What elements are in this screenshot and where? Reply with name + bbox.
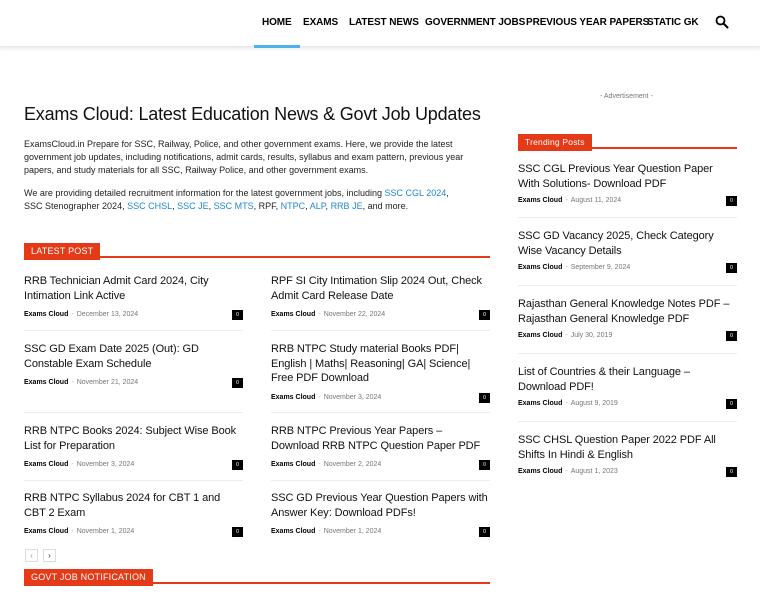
article-date: July 30, 2019: [570, 332, 613, 339]
article-title[interactable]: RRB NTPC Previous Year Papers – Download RRB NTPC Question Paper PDF: [271, 425, 481, 452]
article-meta: Exams Cloud - November 1, 2024 0: [271, 527, 490, 537]
comment-count[interactable]: 0: [479, 527, 490, 537]
trending-post[interactable]: [518, 162, 737, 206]
article-date: September 9, 2024: [570, 264, 631, 271]
article-author[interactable]: Exams Cloud: [518, 468, 563, 475]
comment-count[interactable]: 0: [726, 331, 737, 341]
article-title[interactable]: RRB Technician Admit Card 2024, City Intimation Link Active: [24, 275, 209, 302]
article-author[interactable]: Exams Cloud: [271, 461, 316, 468]
intro-text-part: ,: [172, 201, 178, 211]
latest-post-label: LATEST POST: [24, 243, 100, 260]
nav-static-gk[interactable]: STATIC GK: [647, 17, 699, 28]
trending-post[interactable]: [518, 365, 737, 409]
trending-post-title[interactable]: SSC GD Vacancy 2025, Check Category Wise Vacancy Details: [518, 230, 714, 257]
article-meta: Exams Cloud - August 11, 2024 0: [518, 196, 737, 206]
article-date: December 13, 2024: [76, 311, 139, 318]
article-date: August 11, 2024: [570, 197, 622, 204]
govt-job-header: [24, 567, 490, 584]
article-author[interactable]: Exams Cloud: [518, 332, 563, 339]
intro-paragraph: [24, 138, 474, 177]
comment-count[interactable]: 0: [726, 196, 737, 206]
article-card[interactable]: [271, 424, 490, 470]
comment-count[interactable]: 0: [726, 467, 737, 477]
divider: [271, 480, 490, 481]
comment-count[interactable]: 0: [479, 310, 490, 320]
divider: [24, 412, 243, 413]
trending-post[interactable]: [518, 297, 737, 341]
article-author[interactable]: Exams Cloud: [24, 379, 69, 386]
link-ssc-cgl[interactable]: SSC CGL 2024: [384, 188, 447, 198]
link-ssc-chsl[interactable]: SSC CHSL: [127, 201, 173, 211]
article-card[interactable]: [24, 274, 243, 320]
article-author[interactable]: Exams Cloud: [271, 393, 316, 401]
advertisement-label: - Advertisement -: [600, 93, 653, 100]
nav-previous-year-papers[interactable]: PREVIOUS YEAR PAPERS: [526, 17, 650, 28]
govt-job-label: GOVT JOB NOTIFICATION: [24, 569, 153, 586]
divider: [24, 330, 243, 331]
comment-count[interactable]: 0: [232, 460, 243, 470]
article-meta: Exams Cloud - August 9, 2019 0: [518, 399, 737, 409]
article-author[interactable]: Exams Cloud: [518, 264, 563, 271]
search-icon[interactable]: [715, 15, 729, 29]
intro-text-part: We are providing detailed recruitment information for the latest government jobs, including: [24, 188, 385, 198]
article-author[interactable]: Exams Cloud: [518, 197, 563, 204]
intro-text-part: ,: [305, 201, 310, 211]
article-meta: Exams Cloud - November 3, 2024 0: [271, 393, 490, 403]
divider: [518, 285, 737, 286]
divider: [271, 412, 490, 413]
article-meta: Exams Cloud - August 1, 2023 0: [518, 467, 737, 477]
nav-home[interactable]: HOME: [262, 0, 292, 47]
article-title[interactable]: RPF SI City Intimation Slip 2024 Out, Check Admit Card Release Date: [271, 275, 482, 302]
intro-text-part: ,: [446, 188, 449, 198]
intro-links-paragraph: [24, 187, 474, 213]
article-title[interactable]: RRB NTPC Syllabus 2024 for CBT 1 and CBT 2 Exam: [24, 492, 221, 519]
comment-count[interactable]: 0: [726, 399, 737, 409]
trending-posts-label: Trending Posts: [518, 134, 592, 151]
trending-posts-header: [518, 132, 737, 149]
trending-post[interactable]: [518, 433, 737, 477]
article-date: August 9, 2019: [570, 400, 618, 407]
article-date: November 3, 2024: [323, 393, 382, 401]
trending-post-title[interactable]: List of Countries & their Language – Download PDF!: [518, 366, 690, 393]
comment-count[interactable]: 0: [726, 263, 737, 273]
article-card[interactable]: [271, 274, 490, 320]
article-meta: Exams Cloud - November 1, 2024 0: [24, 527, 243, 537]
intro-text: ExamsCloud.in Prepare for SSC, Railway, Police, and other government exams. Here, we provide the latest government job updates, including notifications, admit cards, results, syllabus and exam pattern, previous year papers, and study materials for all SSC, Railway Police, and other government exams.: [24, 139, 464, 175]
divider: [518, 353, 737, 354]
article-card[interactable]: [24, 342, 243, 388]
article-meta: Exams Cloud - November 21, 2024 0: [24, 378, 243, 388]
trending-post-title[interactable]: SSC CGL Previous Year Question Paper With Solutions- Download PDF: [518, 163, 713, 190]
intro-text-part: ,: [325, 201, 331, 211]
comment-count[interactable]: 0: [232, 310, 243, 320]
article-date: November 1, 2024: [76, 528, 135, 535]
page-title: Exams Cloud: Latest Education News & Govt Job Updates: [24, 104, 481, 124]
site-header: [0, 0, 760, 47]
divider: [271, 330, 490, 331]
intro-text-part: , and more.: [362, 201, 409, 211]
article-title[interactable]: SSC GD Previous Year Question Papers with Answer Key: Download PDFs!: [271, 492, 488, 519]
link-ssc-je[interactable]: SSC JE: [177, 201, 209, 211]
comment-count[interactable]: 0: [232, 527, 243, 537]
article-meta: Exams Cloud - September 9, 2024 0: [518, 263, 737, 273]
article-title[interactable]: SSC GD Exam Date 2025 (Out): GD Constable Exam Schedule: [24, 343, 199, 370]
comment-count[interactable]: 0: [232, 378, 243, 388]
article-author[interactable]: Exams Cloud: [24, 461, 69, 468]
nav-government-jobs[interactable]: GOVERNMENT JOBS: [425, 17, 526, 28]
trending-post-title[interactable]: SSC CHSL Question Paper 2022 PDF All Shifts In Hindi & English: [518, 434, 716, 461]
article-author[interactable]: Exams Cloud: [24, 528, 69, 535]
divider: [518, 217, 737, 218]
article-card[interactable]: [24, 424, 243, 470]
article-author[interactable]: Exams Cloud: [24, 311, 69, 318]
latest-post-header: [24, 241, 490, 258]
article-card[interactable]: [271, 491, 490, 537]
article-author[interactable]: Exams Cloud: [271, 311, 316, 318]
article-date: November 1, 2024: [323, 528, 382, 535]
link-alp[interactable]: ALP: [309, 201, 326, 211]
nav-exams[interactable]: EXAMS: [303, 17, 339, 28]
prev-page-button[interactable]: ‹: [25, 549, 38, 562]
article-date: August 1, 2023: [570, 468, 618, 475]
comment-count[interactable]: 0: [479, 460, 490, 470]
link-ntpc[interactable]: NTPC: [280, 201, 306, 211]
article-date: November 2, 2024: [323, 461, 382, 468]
article-author[interactable]: Exams Cloud: [271, 528, 316, 535]
article-card[interactable]: [24, 491, 243, 537]
next-page-button[interactable]: ›: [43, 549, 56, 562]
article-date: November 3, 2024: [76, 461, 135, 468]
intro-text-part: SSC Stenographer 2024,: [24, 201, 128, 211]
link-ssc-mts[interactable]: SSC MTS: [213, 201, 254, 211]
article-title[interactable]: RRB NTPC Books 2024: Subject Wise Book List for Preparation: [24, 425, 237, 452]
intro-text-part: ,: [208, 201, 214, 211]
article-meta: Exams Cloud - November 3, 2024 0: [24, 460, 243, 470]
article-meta: Exams Cloud - November 2, 2024 0: [271, 460, 490, 470]
trending-post[interactable]: [518, 229, 737, 273]
trending-post-title[interactable]: Rajasthan General Knowledge Notes PDF – Rajasthan General Knowledge PDF: [518, 298, 730, 325]
intro-text-part: , RPF,: [253, 201, 281, 211]
article-card[interactable]: [271, 342, 490, 403]
article-meta: Exams Cloud - July 30, 2019 0: [518, 331, 737, 341]
article-author[interactable]: Exams Cloud: [518, 400, 563, 407]
divider: [518, 421, 737, 422]
article-meta: Exams Cloud - November 22, 2024 0: [271, 310, 490, 320]
article-title[interactable]: RRB NTPC Study material Books PDF| English | Maths| Reasoning| GA| Science| Free PDF Download: [271, 343, 471, 384]
divider: [24, 480, 243, 481]
article-meta: Exams Cloud - December 13, 2024 0: [24, 310, 243, 320]
article-date: November 21, 2024: [76, 379, 139, 386]
comment-count[interactable]: 0: [479, 393, 490, 403]
article-date: November 22, 2024: [323, 311, 386, 318]
link-rrb-je[interactable]: RRB JE: [330, 201, 363, 211]
nav-latest-news[interactable]: LATEST NEWS: [349, 17, 419, 28]
